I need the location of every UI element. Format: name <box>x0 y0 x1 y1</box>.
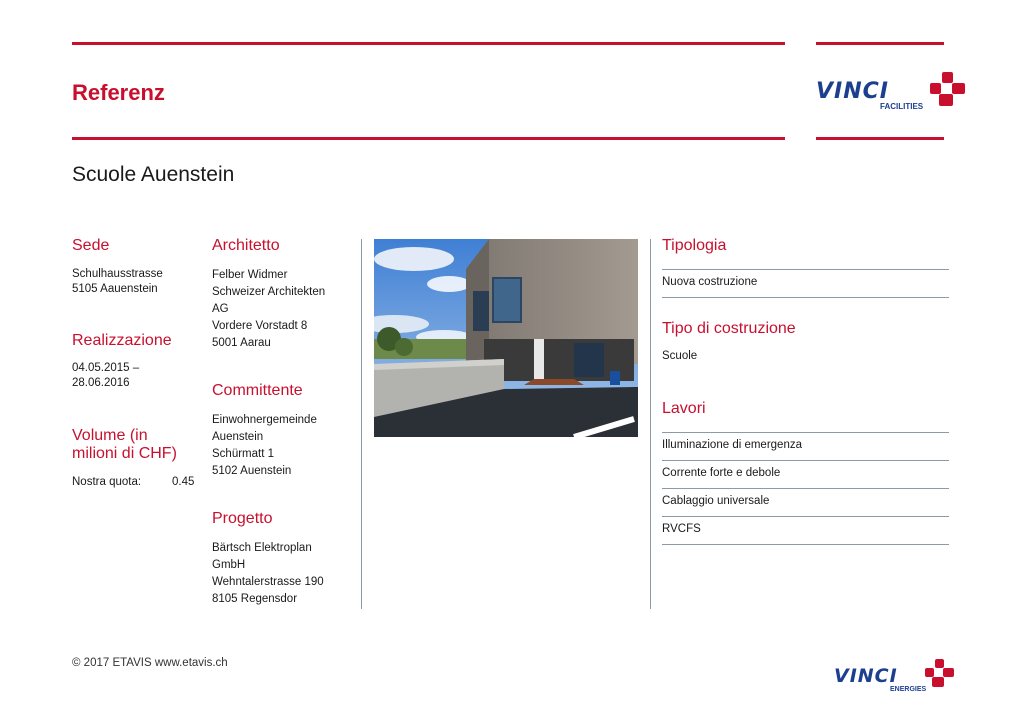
realizzazione-heading: Realizzazione <box>72 332 172 349</box>
volume-heading-line-1: Volume (in <box>72 427 148 444</box>
building-photo <box>374 239 638 437</box>
lavori-rule-0 <box>662 432 949 433</box>
vinci-cross-icon <box>925 659 954 687</box>
sede-heading: Sede <box>72 237 110 254</box>
lavori-item-4: RVCFS <box>662 523 701 535</box>
architetto-line-1: Felber Widmer <box>212 269 288 281</box>
architetto-line-4: Vordere Vorstadt 8 <box>212 320 308 332</box>
sede-line-1: Schulhausstrasse <box>72 268 163 280</box>
lavori-rule-3 <box>662 516 949 517</box>
lavori-item-3: Cablaggio universale <box>662 495 770 507</box>
project-name: Scuole Auenstein <box>72 163 235 186</box>
lavori-heading: Lavori <box>662 400 706 417</box>
volume-value: 0.45 <box>172 476 195 488</box>
logo-top-sub: FACILITIES <box>880 102 924 111</box>
lavori-rule-1 <box>662 460 949 461</box>
architetto-line-2: Schweizer Architekten <box>212 286 326 298</box>
tipo-costruzione-value: Scuole <box>662 350 698 362</box>
realizzazione-line-2: 28.06.2016 <box>72 377 130 389</box>
footer-copyright: © 2017 ETAVIS www.etavis.ch <box>72 657 228 669</box>
header-rule-bottom-left <box>72 137 785 140</box>
architetto-heading: Architetto <box>212 237 280 254</box>
realizzazione-line-1: 04.05.2015 – <box>72 362 140 374</box>
column-divider-2 <box>650 239 651 609</box>
lavori-item-1: Illuminazione di emergenza <box>662 439 802 451</box>
logo-bottom-word: VINCI <box>834 665 898 687</box>
sede-line-2: 5105 Aauenstein <box>72 283 158 295</box>
committente-line-4: 5102 Auenstein <box>212 465 292 477</box>
progetto-heading: Progetto <box>212 510 273 527</box>
lavori-rule-2 <box>662 488 949 489</box>
volume-label: Nostra quota: <box>72 476 142 488</box>
logo-top-word: VINCI <box>816 79 889 104</box>
lavori-rule-4 <box>662 544 949 545</box>
architetto-line-3: AG <box>212 303 229 315</box>
architetto-line-5: 5001 Aarau <box>212 337 271 349</box>
committente-heading: Committente <box>212 382 303 399</box>
vinci-energies-logo <box>834 656 964 696</box>
progetto-line-1: Bärtsch Elektroplan <box>212 542 312 554</box>
volume-heading-line-2: milioni di CHF) <box>72 445 177 462</box>
tipologia-rule-bottom <box>662 297 949 298</box>
header-rule-top-left <box>72 42 785 45</box>
progetto-line-4: 8105 Regensdor <box>212 593 298 605</box>
column-divider-1 <box>361 239 362 609</box>
committente-line-2: Auenstein <box>212 431 264 443</box>
progetto-line-3: Wehntalerstrasse 190 <box>212 576 324 588</box>
vinci-facilities-logo <box>814 66 974 114</box>
lavori-item-2: Corrente forte e debole <box>662 467 781 479</box>
tipo-costruzione-heading: Tipo di costruzione <box>662 320 796 337</box>
header-rule-top-right <box>816 42 944 45</box>
progetto-line-2: GmbH <box>212 559 246 571</box>
tipologia-heading: Tipologia <box>662 237 727 254</box>
header-rule-bottom-right <box>816 137 944 140</box>
committente-line-1: Einwohnergemeinde <box>212 414 317 426</box>
vinci-cross-icon <box>930 72 965 106</box>
tipologia-value: Nuova costruzione <box>662 276 758 288</box>
tipologia-rule-top <box>662 269 949 270</box>
logo-bottom-sub: ENERGIES <box>890 686 927 693</box>
page-title: Referenz <box>72 80 165 105</box>
committente-line-3: Schürmatt 1 <box>212 448 274 460</box>
